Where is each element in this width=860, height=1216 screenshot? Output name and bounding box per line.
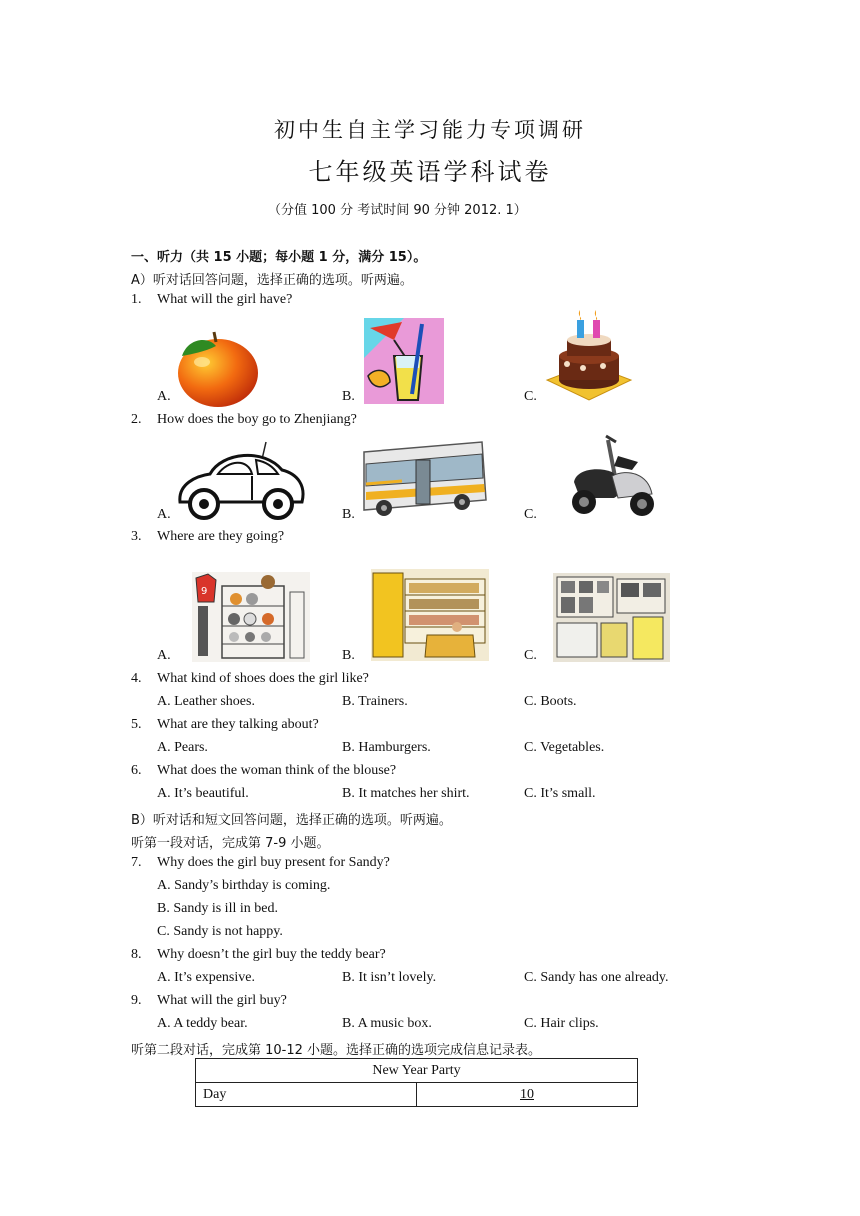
option-a: A. It’s beautiful. [157,786,249,801]
question-text: What will the girl buy? [157,993,287,1008]
question-number: 1. [131,292,142,307]
table-header-row [196,1059,638,1083]
section-heading: 一、听力（共 15 小题；每小题 1 分，满分 15）。 [131,250,427,265]
bus-image [362,440,488,520]
option-a: A. Leather shoes. [157,694,255,709]
question-text: Why does the girl buy present for Sandy? [157,855,390,870]
option-b-label: B. [342,507,355,522]
part-a-instruction: A）听对话回答问题，选择正确的选项。听两遍。 [131,273,413,288]
question-number: 7. [131,855,142,870]
question-number: 3. [131,529,142,544]
option-b: B. Trainers. [342,694,408,709]
option-b: B. It isn’t lovely. [342,970,437,985]
option-b-label: B. [342,389,355,404]
option-b-label: B. [342,648,355,663]
answer-blank: 10 [520,1086,534,1102]
option-c: C. Boots. [524,694,577,709]
part-b-instruction: B）听对话和短文回答问题，选择正确的选项。听两遍。 [131,813,452,828]
question-number: 5. [131,717,142,732]
question-text: What kind of shoes does the girl like? [157,671,369,686]
question-number: 8. [131,947,142,962]
question-text: What will the girl have? [157,292,293,307]
option-a: A. A teddy bear. [157,1016,248,1031]
question-text: How does the boy go to Zhenjiang? [157,412,357,427]
option-c: C. Vegetables. [524,740,605,755]
electrical-shop-image [553,573,670,662]
question-text: What are they talking about? [157,717,319,732]
option-a-label: A. [157,507,171,522]
table-label-day: Day [196,1083,417,1107]
option-a: A. It’s expensive. [157,970,255,985]
question-text: What does the woman think of the blouse? [157,763,397,778]
table-title: New Year Party [196,1059,638,1083]
option-b: B. Hamburgers. [342,740,431,755]
option-b: B. A music box. [342,1016,432,1031]
question-text: Why doesn’t the girl buy the teddy bear? [157,947,386,962]
exam-subtitle: 七年级英语学科试卷 [308,158,552,186]
option-c-label: C. [524,507,537,522]
question-text: Where are they going? [157,529,285,544]
option-b: B. Sandy is ill in bed. [157,901,278,916]
car-image [174,440,308,522]
exam-title: 初中生自主学习能力专项调研 [274,118,586,142]
option-c: C. It’s small. [524,786,596,801]
question-number: 9. [131,993,142,1008]
drink-image [364,318,444,404]
option-b: B. It matches her shirt. [342,786,470,801]
question-number: 4. [131,671,142,686]
option-a-label: A. [157,648,171,663]
apple-image [174,328,262,408]
bookshop-image [371,569,489,661]
option-a: A. Pears. [157,740,208,755]
question-number: 2. [131,412,142,427]
option-c-label: C. [524,389,537,404]
option-c: C. Sandy has one already. [524,970,669,985]
option-a-label: A. [157,389,171,404]
dialogue2-instruction: 听第二段对话，完成第 10-12 小题。选择正确的选项完成信息记录表。 [131,1043,542,1058]
table-row [196,1083,638,1107]
option-c: C. Hair clips. [524,1016,599,1031]
option-c: C. Sandy is not happy. [157,924,283,939]
scooter-image [566,432,658,522]
table-value-day [417,1083,638,1107]
cake-image [543,308,633,402]
sports-shop-image [192,572,310,662]
option-c-label: C. [524,648,537,663]
question-number: 6. [131,763,142,778]
dialogue1-instruction: 听第一段对话，完成第 7-9 小题。 [131,836,330,851]
info-record-table [195,1058,638,1107]
exam-info: （分值 100 分 考试时间 90 分钟 2012. 1） [268,203,527,218]
svg-text:9: 9 [201,586,208,597]
option-a: A. Sandy’s birthday is coming. [157,878,331,893]
